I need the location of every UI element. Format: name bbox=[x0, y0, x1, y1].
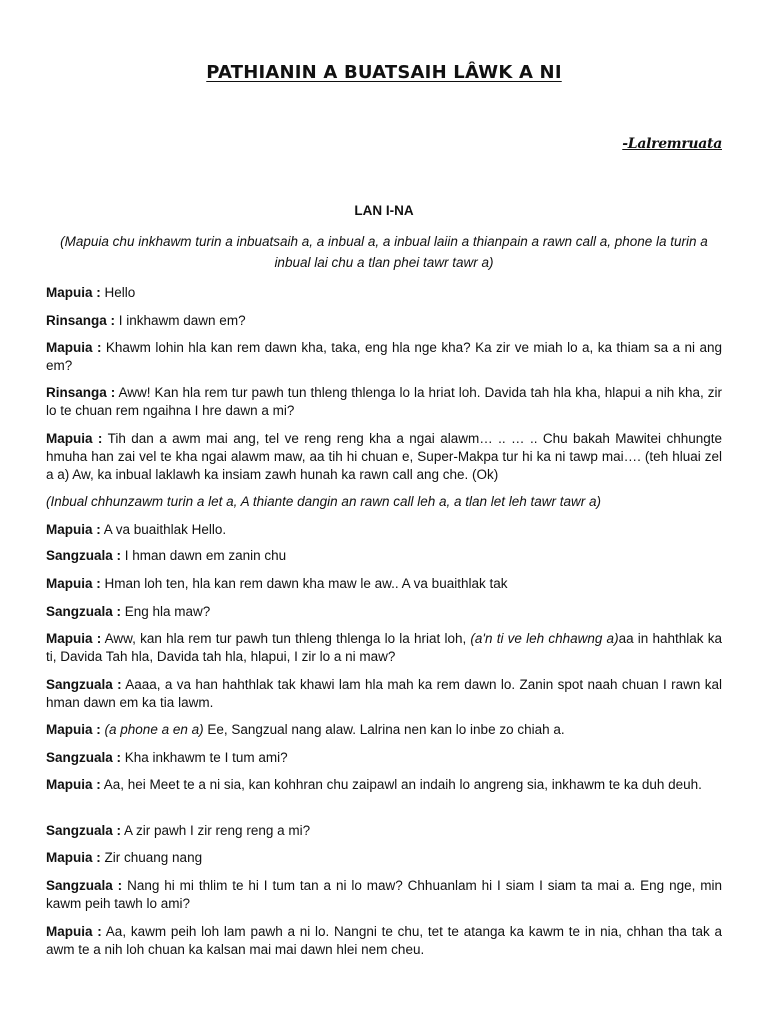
stage-aside: (a phone a en a) bbox=[104, 722, 204, 737]
dialogue-text: Aww, kan hla rem tur pawh tun thleng thlenga lo la hriat loh, bbox=[101, 631, 471, 646]
stage-aside: (a'n ti ve leh chhawng a) bbox=[470, 631, 619, 646]
dialogue-line bbox=[46, 430, 722, 484]
dialogue-line bbox=[46, 923, 722, 959]
speaker-name: Mapuia : bbox=[46, 631, 102, 646]
dialogue-text: Aa, kawm peih loh lam pawh a ni lo. Nangni te chu, tet te atanga ka kawm te in nia, chhan tha tak a awm te a nih loh chuan ka kalsan mai mai dawn hlei nem cheu. bbox=[46, 924, 722, 957]
dialogue-text: Nang hi mi thlim te hi I tum tan a ni lo maw? Chhuanlam hi I siam I siam ta mai a. Eng nge, min kawm peih tawh lo ami? bbox=[46, 878, 722, 911]
dialogue-line bbox=[46, 749, 722, 767]
speaker-name: Mapuia : bbox=[46, 777, 101, 792]
document-title: PATHIANIN A BUATSAIH LÂWK A NI bbox=[206, 62, 562, 83]
dialogue-text: Zir chuang nang bbox=[100, 850, 203, 865]
dialogue-line bbox=[46, 575, 722, 593]
speaker-name: Sangzuala : bbox=[46, 604, 122, 619]
dialogue-line bbox=[46, 521, 722, 539]
dialogue-text: Hello bbox=[100, 285, 136, 300]
speaker-name: Mapuia : bbox=[46, 285, 101, 300]
dialogue-text: Aa, hei Meet te a ni sia, kan kohhran chu zaipawl an indaih lo angreng sia, inkhawm te ka duh deuh. bbox=[100, 777, 702, 792]
dialogue-text: A va buaithlak Hello. bbox=[100, 522, 227, 537]
speaker-name: Mapuia : bbox=[46, 576, 101, 591]
dialogue-line bbox=[46, 849, 722, 867]
dialogue-line bbox=[46, 877, 722, 913]
speaker-name: Sangzuala : bbox=[46, 677, 122, 692]
stage-direction: (Inbual chhunzawm turin a let a, A thiante dangin an rawn call leh a, a tlan let leh tawr tawr a) bbox=[46, 494, 602, 509]
speaker-name: Mapuia : bbox=[46, 431, 103, 446]
speaker-name: Mapuia : bbox=[46, 340, 102, 355]
speaker-name: Sangzuala : bbox=[46, 823, 122, 838]
dialogue-line bbox=[46, 603, 722, 621]
dialogue-text: Eng hla maw? bbox=[121, 604, 211, 619]
dialogue-text: Khawm lohin hla kan rem dawn kha, taka, eng hla nge kha? Ka zir ve miah lo a, ka thiam sa a ni ang em? bbox=[46, 340, 722, 373]
dialogue-line bbox=[46, 721, 722, 739]
speaker-name: Mapuia : bbox=[46, 924, 102, 939]
speaker-name: Mapuia : bbox=[46, 722, 101, 737]
speaker-name: Rinsanga : bbox=[46, 313, 116, 328]
dialogue-text: I hman dawn em zanin chu bbox=[121, 548, 287, 563]
author-byline: -Lalremruata bbox=[622, 136, 722, 152]
section-heading: LAN I-NA bbox=[354, 203, 414, 218]
stage-direction: (Mapuia chu inkhawm turin a inbuatsaih a, a inbual a, a inbual laiin a thianpain a rawn call a, phone la turin a inbual lai chu a tlan phei tawr tawr a) bbox=[60, 234, 708, 270]
dialogue-line bbox=[46, 676, 722, 712]
dialogue-text: Hman loh ten, hla kan rem dawn kha maw le aw.. A va buaithlak tak bbox=[100, 576, 508, 591]
dialogue-text: I inkhawm dawn em? bbox=[115, 313, 246, 328]
dialogue-text: Kha inkhawm te I tum ami? bbox=[121, 750, 288, 765]
speaker-name: Sangzuala : bbox=[46, 878, 123, 893]
dialogue-line bbox=[46, 384, 722, 420]
dialogue-line bbox=[46, 630, 722, 666]
dialogue-text-continued: aa in hahthlak ka ti, Davida Tah hla, Davida tah hla, hlapui, I zir lo a ni maw? bbox=[46, 631, 722, 664]
dialogue-text: A zir pawh I zir reng reng a mi? bbox=[121, 823, 311, 838]
speaker-name: Mapuia : bbox=[46, 850, 101, 865]
speaker-name: Sangzuala : bbox=[46, 750, 122, 765]
dialogue-text: Aww! Kan hla rem tur pawh tun thleng thlenga lo la hriat loh. Davida tah hla kha, hlapui a nih kha, zir lo te chuan rem ngaihna I hre dawn a mi? bbox=[46, 385, 722, 418]
dialogue-line bbox=[46, 284, 722, 302]
dialogue-text: Tih dan a awm mai ang, tel ve reng reng kha a ngai alawm… .. … .. Chu bakah Mawitei chhungte hmuha han zai vel te kha ngai alawm maw, aa tih hi chuan e, Super-Makpa tur hi ka ni tawp mai…. (teh hluai zel a a) Aw, ka inbual laklawh ka insiam zawh hunah ka rawn call ang che. (Ok) bbox=[46, 431, 722, 482]
dialogue-text: Aaaa, a va han hahthlak tak khawi lam hla mah ka rem dawn lo. Zanin spot naah chuan I rawn kal hman dawn em ka tia lawm. bbox=[46, 677, 722, 710]
dialogue-line bbox=[46, 822, 722, 840]
speaker-name: Mapuia : bbox=[46, 522, 101, 537]
dialogue-line bbox=[46, 339, 722, 375]
speaker-name: Rinsanga : bbox=[46, 385, 116, 400]
dialogue-text-continued: Ee, Sangzual nang alaw. Lalrina nen kan lo inbe zo chiah a. bbox=[203, 722, 565, 737]
dialogue-line bbox=[46, 547, 722, 565]
dialogue-line bbox=[46, 312, 722, 330]
dialogue-line bbox=[46, 776, 722, 794]
speaker-name: Sangzuala : bbox=[46, 548, 122, 563]
